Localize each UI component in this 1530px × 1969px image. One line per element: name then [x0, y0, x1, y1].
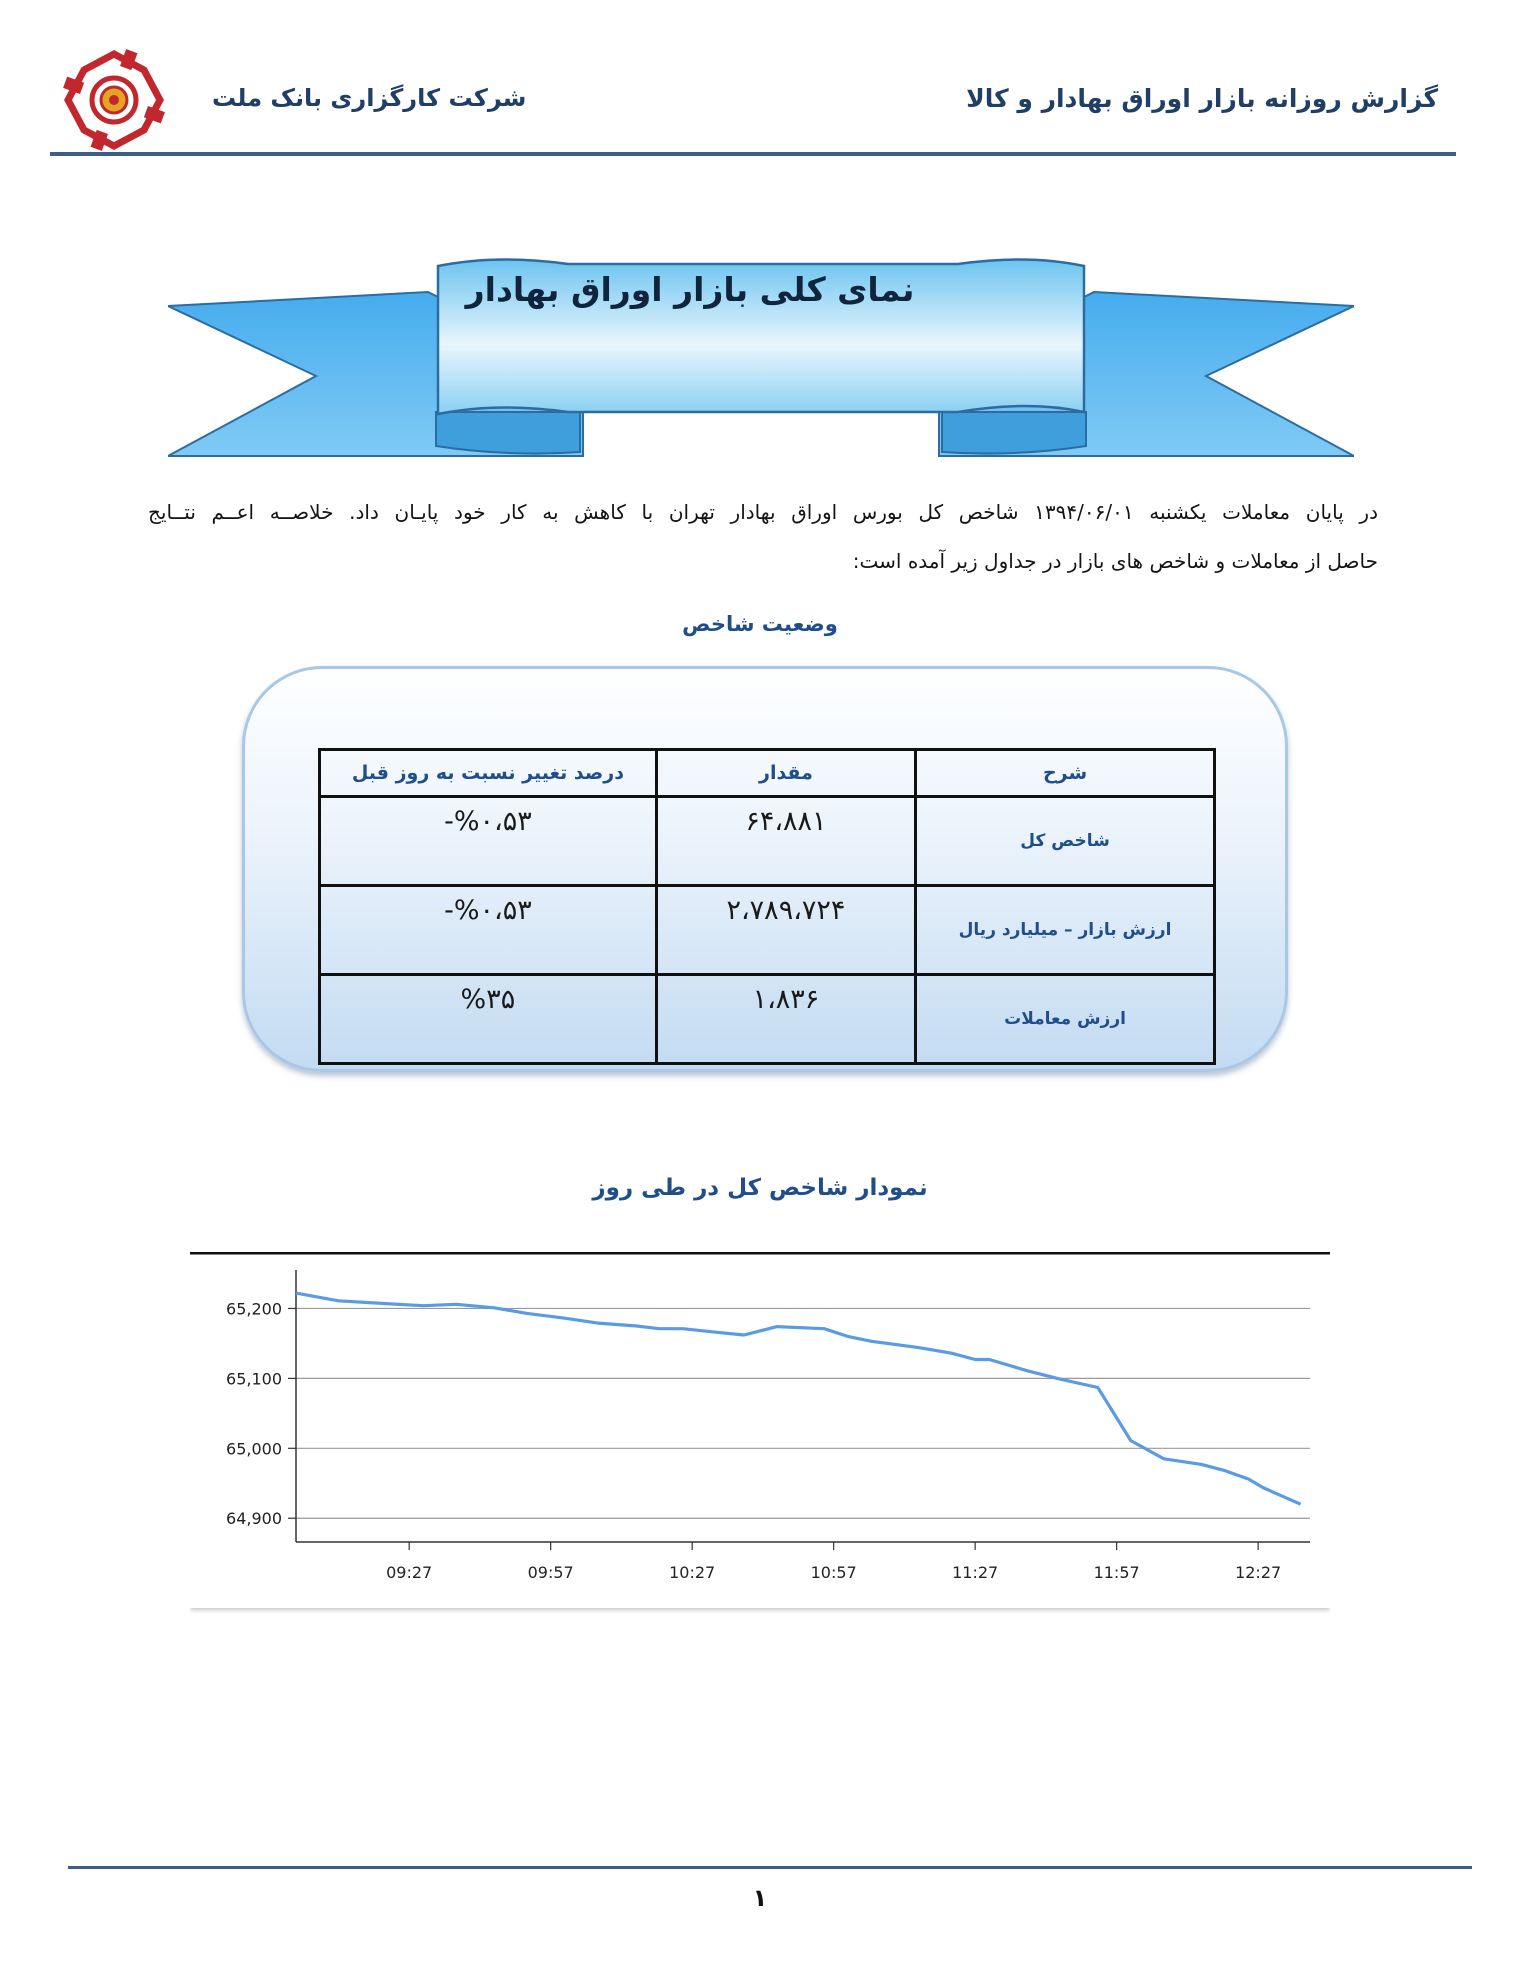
header-rule	[50, 152, 1456, 156]
x-tick-label: 11:57	[1093, 1563, 1140, 1582]
x-tick-label: 11:27	[952, 1563, 999, 1582]
row-change: -%۰،۵۳	[320, 797, 657, 886]
report-title: گزارش روزانه بازار اوراق بهادار و کالا	[966, 84, 1438, 113]
bank-mellat-logo-icon	[62, 48, 166, 152]
y-tick-label: 65,200	[226, 1299, 282, 1319]
intro-line-1: در پایان معاملات یکشنبه ۱۳۹۴/۰۶/۰۱ شاخص کل بورس اوراق بهادار تهران با کاهش به کار خود پایـان داد. خلاصــه اعــم نتــایج	[148, 500, 1378, 524]
row-value: ۱،۸۳۶	[656, 975, 915, 1064]
y-tick-label: 64,900	[226, 1509, 282, 1529]
intro-line-2: حاصل از معاملات و شاخص های بازار در جداول زیر آمده است:	[852, 549, 1378, 573]
x-tick-label: 09:57	[527, 1563, 574, 1582]
row-value: ۲،۷۸۹،۷۲۴	[656, 886, 915, 975]
table-row	[320, 975, 1215, 1064]
y-tick-label: 65,000	[226, 1439, 282, 1459]
chart-frame	[190, 1252, 1330, 1608]
header-change: درصد تغییر نسبت به روز قبل	[320, 750, 657, 797]
row-change: -%۰،۵۳	[320, 886, 657, 975]
table-row	[320, 886, 1215, 975]
row-label: ارزش معاملات	[916, 975, 1215, 1064]
company-name: شرکت کارگزاری بانک ملت	[212, 84, 527, 112]
x-tick-label: 09:27	[386, 1563, 433, 1582]
index-intraday-chart	[190, 1252, 1330, 1614]
table-header-row	[320, 750, 1215, 797]
footer-rule	[68, 1866, 1472, 1869]
x-tick-label: 12:27	[1235, 1563, 1282, 1582]
banner-title: نمای کلی بازار اوراق بهادار	[465, 270, 915, 309]
row-change: %۳۵	[320, 975, 657, 1064]
x-tick-label: 10:27	[669, 1563, 716, 1582]
index-table	[318, 748, 1216, 1065]
header-description: شرح	[916, 750, 1215, 797]
page-number: ۱	[752, 1884, 768, 1912]
y-tick-label: 65,100	[226, 1369, 282, 1389]
table-row	[320, 797, 1215, 886]
header-value: مقدار	[656, 750, 915, 797]
x-tick-label: 10:57	[810, 1563, 857, 1582]
row-label: شاخص کل	[916, 797, 1215, 886]
row-value: ۶۴،۸۸۱	[656, 797, 915, 886]
chart-section-title: نمودار شاخص کل در طی روز	[592, 1175, 928, 1201]
index-section-title: وضعیت شاخص	[682, 612, 838, 636]
row-label: ارزش بازار – میلیارد ریال	[916, 886, 1215, 975]
